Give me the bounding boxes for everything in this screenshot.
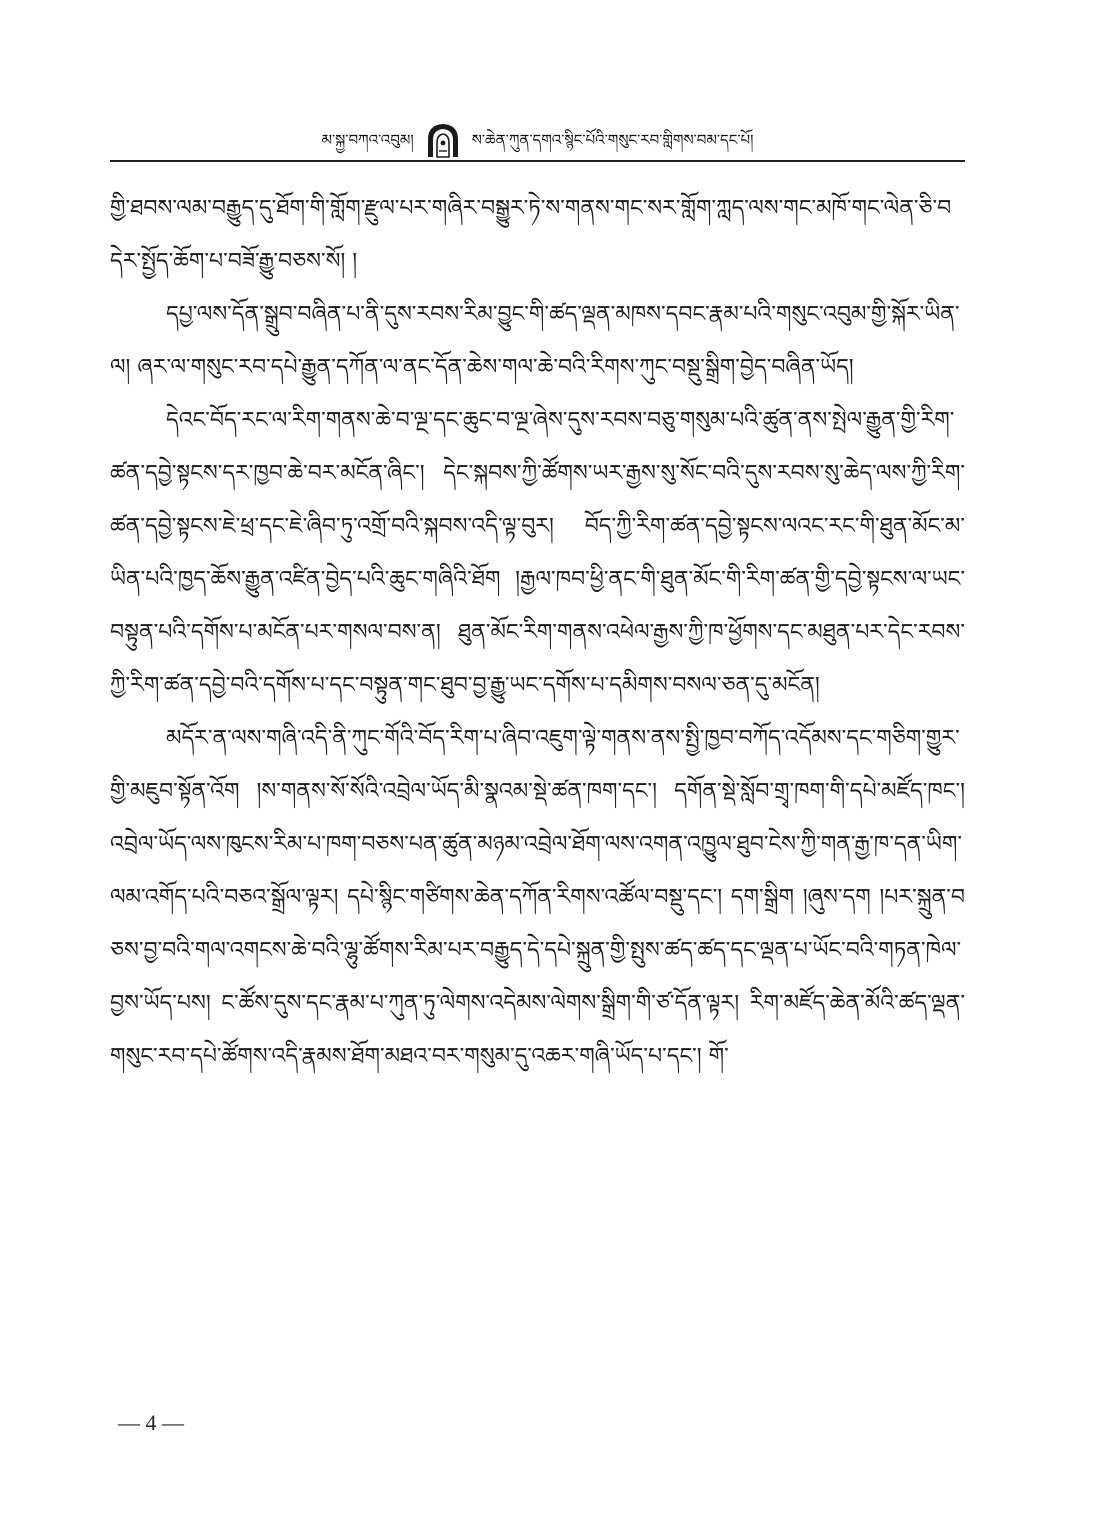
series-title: མ་སྐྱ་བཀའ་འབུམ།: [321, 130, 414, 149]
paragraph-3: དེའང་བོད་རང་ལ་རིག་གནས་ཆེ་བ་ལྔ་དང་ཆུང་བ་ལྔ་ཞེས་དུས་རབས་བཅུ་གསུམ་པའི་ཚུན་ནས་སྤེལ་རྒྱུན་གྱི་རིག་ཚན་དབྱེ་སྟངས་དར་ཁྱབ་ཆེ་བར་མངོན་ཞིང་། དེང་སྐབས་ཀྱི་ཚོགས་ཡར་རྒྱས་སུ་སོང་བའི་དུས་རབས་སུ་ཆེད་ལས་ཀྱི་རིག་ཚན་དབྱེ་སྟངས་ཇེ་ཕྲ་དང་ཇེ་ཞིབ་ཏུ་འགྲོ་བའི་སྐབས་འདི་ལྟ་བུར། བོད་ཀྱི་རིག་ཚན་དབྱེ་སྟངས་ལའང་རང་གི་ཐུན་མོང་མ་ཡིན་པའི་ཁྱད་ཆོས་རྒྱུན་འཛིན་བྱེད་པའི་ཆུང་གཞིའི་ཐོག །རྒྱལ་ཁབ་ཕྱི་ནང་གི་ཐུན་མོང་གི་རིག་ཚན་གྱི་དབྱེ་སྟངས་ལ་ཡང་བསྟུན་པའི་དགོས་པ་མངོན་པར་གསལ་བས་ན། ཐུན་མོང་རིག་གནས་འཕེལ་རྒྱས་ཀྱི་ཁ་ཕྱོགས་དང་མཐུན་པར་དེང་རབས་ཀྱི་རིག་ཚན་དབྱེ་བའི་དགོས་པ་དང་བསྟུན་གང་ཐུབ་བྱ་རྒྱུ་ཡང་དགོས་པ་དམིགས་བསལ་ཅན་དུ་མངོན།: [110, 408, 965, 698]
paragraph-1: གྱི་ཐབས་ལམ་བརྒྱུད་དུ་ཐོག་གི་གློག་རྫུལ་པར་གཞིར་བསྒྱུར་ཏེ་ས་གནས་གང་སར་གློག་ཀླད་ལས་གང་མཁོ་གང་ལེན་ཅི་བདེར་སྤྱོད་ཆོག་པ་བཟོ་རྒྱུ་བཅས་སོ། །: [110, 196, 952, 274]
paragraph-2: དཔྱ་ལས་དོན་སྒྲུབ་བཞིན་པ་ནི་དུས་རབས་རིམ་བྱུང་གི་ཚད་ལྡན་མཁས་དབང་རྣམ་པའི་གསུང་འབུམ་གྱི་སྐོར་ཡིན་ལ། ཞར་ལ་གསུང་རབ་དཔེ་རྒྱུན་དཀོན་ལ་ནང་དོན་ཆེས་གལ་ཆེ་བའི་རིགས་ཀུང་བསྡུ་སྒྲིག་བྱེད་བཞིན་ཡོད།: [110, 302, 960, 380]
paragraph-4: མདོར་ན་ལས་གཞི་འདི་ནི་ཀུང་གོའི་བོད་རིག་པ་ཞིབ་འཇུག་ལྟེ་གནས་ནས་སྤྱི་ཁྱབ་བཀོད་འདོམས་དང་གཅིག་གྱུར་གྱི་མཇུབ་སྟོན་འོག །ས་གནས་སོ་སོའི་འབྲེལ་ཡོད་མི་སྣའམ་སྡེ་ཚན་ཁག་དང་། དགོན་སྡེ་སློབ་གྲྭ་ཁག་གི་དཔེ་མཛོད་ཁང་། འབྲེལ་ཡོད་ལས་ཁུངས་རིམ་པ་ཁག་བཅས་པན་ཚུན་མཉམ་འབྲེལ་ཐོག་ལས་འགན་འཁྱུལ་ཐུབ་ངེས་ཀྱི་གན་རྒྱ་ཁ་དན་ཡིག་ལམ་འགོད་པའི་བཅའ་སྒྲོལ་ལྟར། དཔེ་སྙིང་གཙིགས་ཆེན་དཀོན་རིགས་འཚོལ་བསྡུ་དང་། དག་སྒྲིག །ཞུས་དག །པར་སྐྲུན་བཅས་བྱ་བའི་གལ་འགངས་ཆེ་བའི་ལྷུ་ཚོགས་རིམ་པར་བརྒྱུད་དེ་དཔེ་སྐྲུན་གྱི་སྤུས་ཚད་ཚད་དང་ལྡན་པ་ཡོང་བའི་གཏན་ཁེལ་བྱས་ཡོད་པས། ང་ཚོས་དུས་དང་རྣམ་པ་ཀུན་ཏུ་ལེགས་འདེམས་ལེགས་སྒྲིག་གི་ཙ་དོན་ལྟར། རིག་མཛོད་ཆེན་མོའི་ཚད་ལྡན་གསུང་རབ་དཔེ་ཚོགས་འདི་རྣམས་ཐོག་མཐའ་བར་གསུམ་དུ་འཆར་གཞི་ཡོད་པ་དང་། གོ་: [110, 726, 965, 1069]
body-text: [110, 182, 965, 1083]
stupa-arch-icon: [424, 121, 462, 159]
running-header: [110, 118, 965, 162]
page-number: — 4 —: [118, 1410, 184, 1435]
volume-title: ས་ཆེན་ཀུན་དགའ་སྙིང་པོའི་གསུང་རབ་གླིགས་བམ་དང་པོ།: [471, 130, 754, 149]
header-divider: [110, 160, 965, 162]
